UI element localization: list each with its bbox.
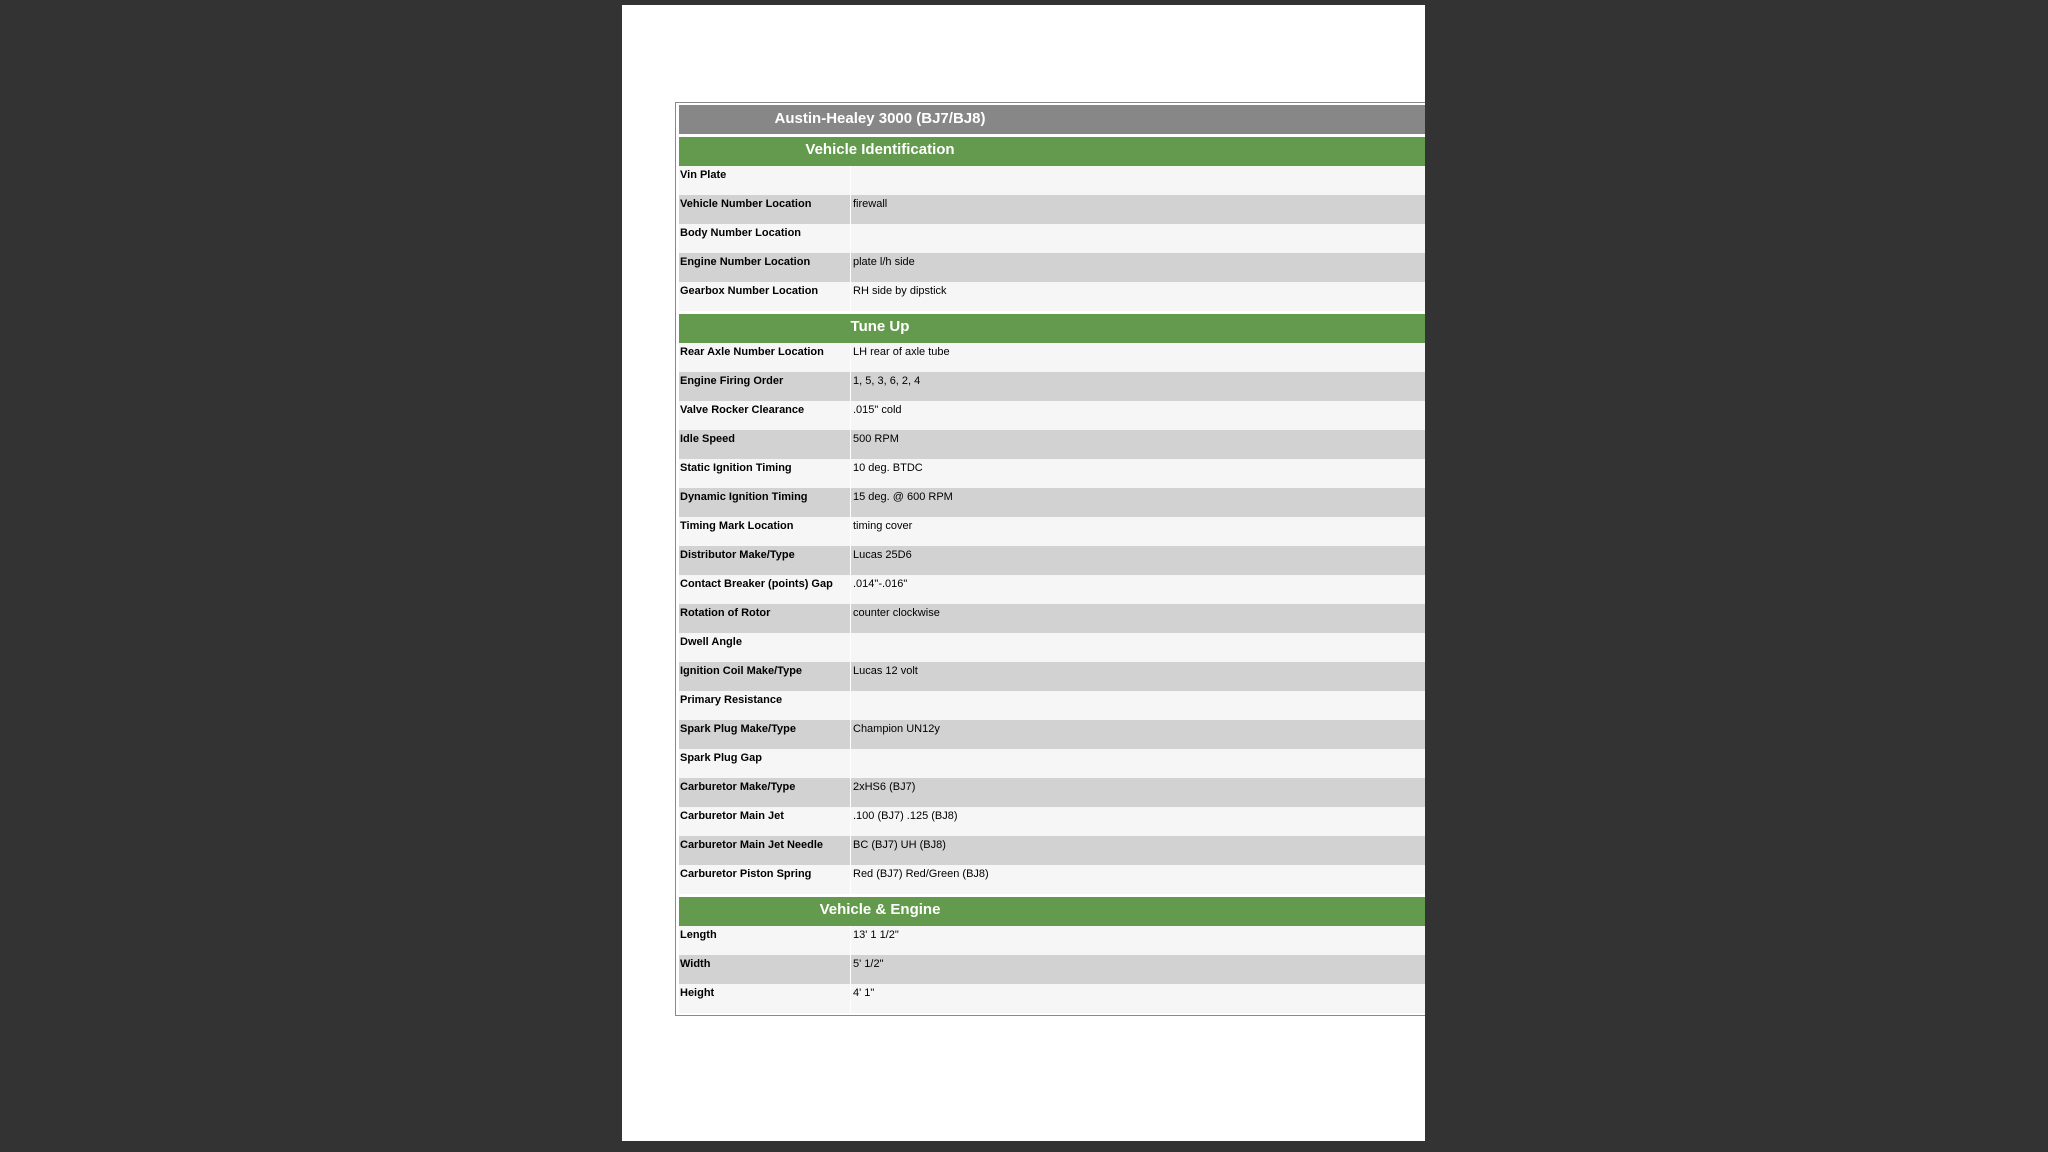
row-value	[851, 633, 1425, 662]
row-value: .015" cold	[853, 404, 902, 416]
row-value	[851, 749, 1425, 778]
row-label: Ignition Coil Make/Type	[679, 662, 851, 691]
row-value: 5' 1/2"	[853, 958, 884, 970]
section-heading	[679, 137, 1425, 166]
row-label: Width	[679, 955, 851, 984]
row-label: Spark Plug Make/Type	[679, 720, 851, 749]
row-label: Rotation of Rotor	[679, 604, 851, 633]
table-row	[679, 662, 1425, 691]
section-heading-text: Vehicle & Engine	[819, 901, 941, 918]
row-label: Vehicle Number Location	[679, 195, 851, 224]
row-label: Carburetor Main Jet Needle	[679, 836, 851, 865]
row-value	[851, 691, 1425, 720]
table-row	[679, 807, 1425, 836]
table-row	[679, 343, 1425, 372]
table-row	[679, 984, 1425, 1013]
table-row	[679, 604, 1425, 633]
table-row	[679, 865, 1425, 894]
table-row	[679, 253, 1425, 282]
row-label: Spark Plug Gap	[679, 749, 851, 778]
row-value: 500 RPM	[853, 433, 899, 445]
row-value: 10 deg. BTDC	[853, 462, 923, 474]
table-title-text: Austin-Healey 3000 (BJ7/BJ8)	[774, 110, 986, 127]
table-row	[679, 691, 1425, 720]
row-label: Dynamic Ignition Timing	[679, 488, 851, 517]
table-row	[679, 401, 1425, 430]
row-label: Idle Speed	[679, 430, 851, 459]
row-label: Carburetor Make/Type	[679, 778, 851, 807]
table-row	[679, 488, 1425, 517]
table-row	[679, 517, 1425, 546]
row-label: Length	[679, 926, 851, 955]
section-heading	[679, 314, 1425, 343]
table-row	[679, 778, 1425, 807]
table-row	[679, 749, 1425, 778]
row-value: 4' 1"	[853, 987, 875, 999]
row-value: 2xHS6 (BJ7)	[853, 781, 916, 793]
table-row	[679, 720, 1425, 749]
row-value: Champion UN12y	[853, 723, 940, 735]
row-label: Engine Firing Order	[679, 372, 851, 401]
section-heading-text: Tune Up	[850, 318, 910, 335]
table-row	[679, 955, 1425, 984]
table-row	[679, 546, 1425, 575]
row-value	[851, 224, 1425, 253]
document-page	[622, 5, 1425, 1141]
row-label: Dwell Angle	[679, 633, 851, 662]
row-value: .014"-.016"	[853, 578, 908, 590]
row-value: 1, 5, 3, 6, 2, 4	[853, 375, 921, 387]
row-label: Carburetor Piston Spring	[679, 865, 851, 894]
row-value: firewall	[853, 198, 888, 210]
table-row	[679, 459, 1425, 488]
row-value: plate l/h side	[853, 256, 915, 268]
table-row	[679, 195, 1425, 224]
row-value: counter clockwise	[853, 607, 940, 619]
row-value: RH side by dipstick	[853, 285, 947, 297]
table-row	[679, 633, 1425, 662]
row-value	[851, 166, 1425, 195]
row-label: Gearbox Number Location	[679, 282, 851, 311]
section-heading-text: Vehicle Identification	[805, 141, 955, 158]
row-value: timing cover	[853, 520, 913, 532]
sections-container	[679, 134, 1425, 1013]
table-row	[679, 575, 1425, 604]
row-label: Timing Mark Location	[679, 517, 851, 546]
row-label: Engine Number Location	[679, 253, 851, 282]
row-label: Height	[679, 984, 851, 1013]
row-label: Rear Axle Number Location	[679, 343, 851, 372]
table-title	[679, 105, 1425, 134]
row-label: Contact Breaker (points) Gap	[679, 575, 851, 604]
table-row	[679, 372, 1425, 401]
row-value: .100 (BJ7) .125 (BJ8)	[853, 810, 958, 822]
row-label: Distributor Make/Type	[679, 546, 851, 575]
row-value: Red (BJ7) Red/Green (BJ8)	[853, 868, 989, 880]
row-label: Primary Resistance	[679, 691, 851, 720]
table-row	[679, 166, 1425, 195]
table-row	[679, 836, 1425, 865]
table-row	[679, 282, 1425, 311]
row-value: 15 deg. @ 600 RPM	[853, 491, 953, 503]
row-value: BC (BJ7) UH (BJ8)	[853, 839, 946, 851]
spec-table	[675, 102, 1425, 1016]
table-row	[679, 224, 1425, 253]
row-value: Lucas 25D6	[853, 549, 912, 561]
row-value: LH rear of axle tube	[853, 346, 950, 358]
table-row	[679, 926, 1425, 955]
row-value: Lucas 12 volt	[853, 665, 918, 677]
section-heading	[679, 897, 1425, 926]
row-value: 13' 1 1/2"	[853, 929, 899, 941]
row-label: Vin Plate	[679, 166, 851, 195]
row-label: Carburetor Main Jet	[679, 807, 851, 836]
table-row	[679, 430, 1425, 459]
row-label: Valve Rocker Clearance	[679, 401, 851, 430]
row-label: Body Number Location	[679, 224, 851, 253]
row-label: Static Ignition Timing	[679, 459, 851, 488]
